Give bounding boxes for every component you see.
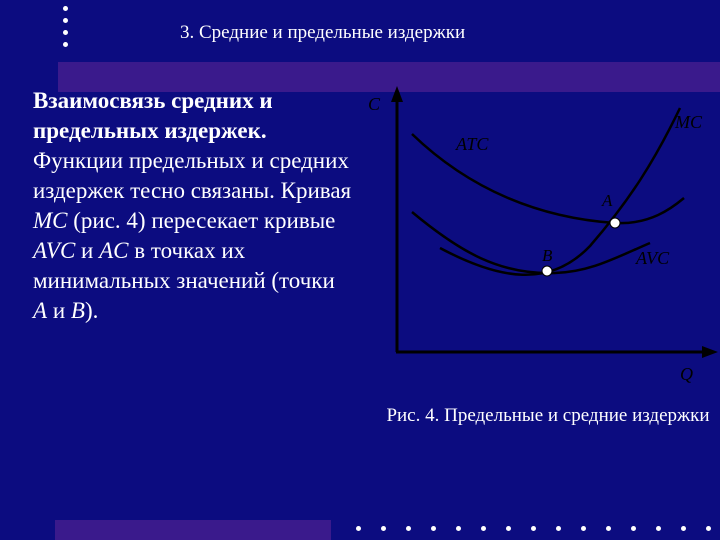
body-text-4: в точках их минимальных значений (точки — [33, 238, 335, 293]
slide-title: 3. Средние и предельные издержки — [180, 22, 466, 43]
body-text-1: Функции предельных и средних издержек тесно связаны. Кривая — [33, 148, 352, 203]
body-point-b: B — [70, 298, 85, 323]
y-axis-arrow — [391, 86, 403, 102]
body-term-mc: MC — [33, 208, 68, 233]
mc-label: MC — [675, 112, 702, 132]
body-point-a: A — [33, 298, 48, 323]
body-heading: Взаимосвязь средних и предельных издержек. — [33, 88, 273, 143]
body-text-3: и — [75, 238, 100, 263]
atc-curve — [412, 134, 684, 223]
avc-label: AVC — [636, 248, 670, 268]
body-text-5: и — [47, 298, 71, 323]
body-text-2: (рис. 4) пересекает кривые — [67, 208, 336, 233]
point-a-marker — [610, 218, 620, 228]
y-axis-label: C — [368, 94, 381, 114]
body-paragraph — [33, 86, 353, 326]
cost-curves-diagram — [350, 80, 720, 390]
figure-caption: Рис. 4. Предельные и средние издержки — [386, 405, 710, 426]
decorative-horizontal-dots — [0, 526, 720, 536]
x-axis-arrow — [702, 346, 718, 358]
body-term-ac: AC — [99, 238, 129, 263]
x-axis-label: Q — [680, 364, 693, 384]
body-text-6: ). — [84, 298, 99, 323]
point-b-marker — [542, 266, 552, 276]
point-b-label: B — [542, 246, 553, 265]
point-a-label: A — [602, 191, 613, 210]
atc-label: ATC — [456, 134, 489, 154]
body-term-avc: AVC — [33, 238, 76, 263]
